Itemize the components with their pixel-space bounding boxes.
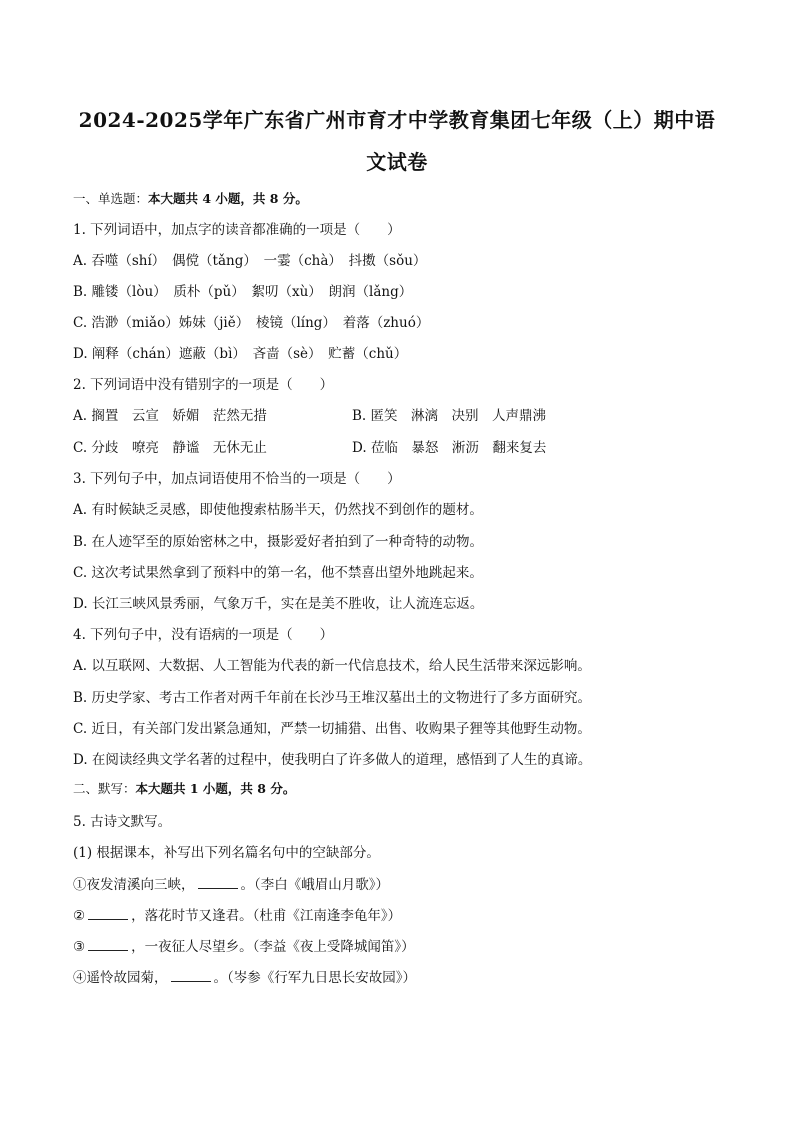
question-1-option-c: C. 浩渺（miǎo）姊妹（jiě） 棱镜（líng） 着落（zhuó） [73, 315, 430, 331]
question-1-option-d: D. 阐释（chán）遮蔽（bì） 吝啬（sè） 贮蓄（chǔ） [73, 346, 408, 362]
exam-title-line2: 文试卷 [366, 150, 428, 174]
question-5-part-1-instruction: (1) 根据课本，补写出下列名篇名句中的空缺部分。 [73, 845, 380, 861]
section-description: 本大题共 1 小题，共 8 分。 [135, 781, 296, 796]
answer-blank [198, 876, 238, 889]
question-3-stem: 3. 下列句子中，加点词语使用不恰当的一项是（ ） [73, 471, 401, 487]
question-2-stem: 2. 下列词语中没有错别字的一项是（ ） [73, 377, 334, 393]
question-1-option-a: A. 吞噬（shí） 偶傥（tǎng） 一霎（chà） 抖擞（sǒu） [73, 253, 427, 269]
question-1-stem: 1. 下列词语中，加点字的读音都准确的一项是（ ） [73, 222, 401, 238]
answer-blank [88, 907, 128, 920]
question-3-option-a: A. 有时候缺乏灵感，即使他搜索枯肠半天，仍然找不到创作的题材。 [73, 502, 483, 518]
section-label: 二、默写： [73, 781, 136, 796]
question-4-option-a: A. 以互联网、大数据、人工智能为代表的新一代信息技术，给人民生活带来深远影响。 [73, 658, 591, 674]
question-5-stem: 5. 古诗文默写。 [73, 814, 172, 830]
question-2-option-c: C. 分歧 嘹亮 静谧 无休无止 [73, 440, 267, 456]
section-description: 本大题共 4 小题，共 8 分。 [148, 191, 308, 206]
question-2-option-b: B. 匿笑 淋漓 决别 人声鼎沸 [352, 408, 547, 424]
dictation-item-1: ①夜发清溪向三峡， 。（李白《峨眉山月歌》） [73, 877, 389, 893]
question-4-option-c: C. 近日，有关部门发出紧急通知，严禁一切捕猎、出售、收购果子狸等其他野生动物。 [73, 721, 591, 737]
section-label: 一、单选题： [73, 191, 149, 206]
exam-title-line1: 2024-2025学年广东省广州市育才中学教育集团七年级（上）期中语 [78, 108, 716, 132]
dictation-item-4: ④遥怜故园菊， 。（岑参《行军九日思长安故园》） [73, 970, 416, 986]
question-4-stem: 4. 下列句子中，没有语病的一项是（ ） [73, 627, 334, 643]
dictation-item-3: ③ ，一夜征人尽望乡。（李益《夜上受降城闻笛》） [73, 939, 415, 955]
answer-blank [88, 938, 128, 951]
dictation-item-2: ② ，落花时节又逢君。（杜甫《江南逢李龟年》） [73, 908, 402, 924]
question-2-option-d: D. 莅临 暴怒 淅沥 翻来复去 [352, 440, 547, 456]
question-2-option-a: A. 搁置 云宣 娇媚 茫然无措 [73, 408, 267, 424]
answer-blank [171, 969, 211, 982]
question-3-option-c: C. 这次考试果然拿到了预料中的第一名，他不禁喜出望外地跳起来。 [73, 565, 483, 581]
question-3-option-d: D. 长江三峡风景秀丽，气象万千，实在是美不胜收，让人流连忘返。 [73, 596, 484, 612]
section-heading-single-choice [73, 189, 308, 207]
question-4-option-d: D. 在阅读经典文学名著的过程中，使我明白了许多做人的道理，感悟到了人生的真谛。 [73, 752, 592, 768]
question-1-option-b: B. 雕镂（lòu） 质朴（pǔ） 絮叨（xù） 朗润（lǎng） [73, 284, 413, 300]
question-4-option-b: B. 历史学家、考古工作者对两千年前在长沙马王堆汉墓出土的文物进行了多方面研究。 [73, 690, 592, 706]
section-heading-dictation [73, 779, 295, 797]
question-3-option-b: B. 在人迹罕至的原始密林之中，摄影爱好者拍到了一种奇特的动物。 [73, 534, 484, 550]
